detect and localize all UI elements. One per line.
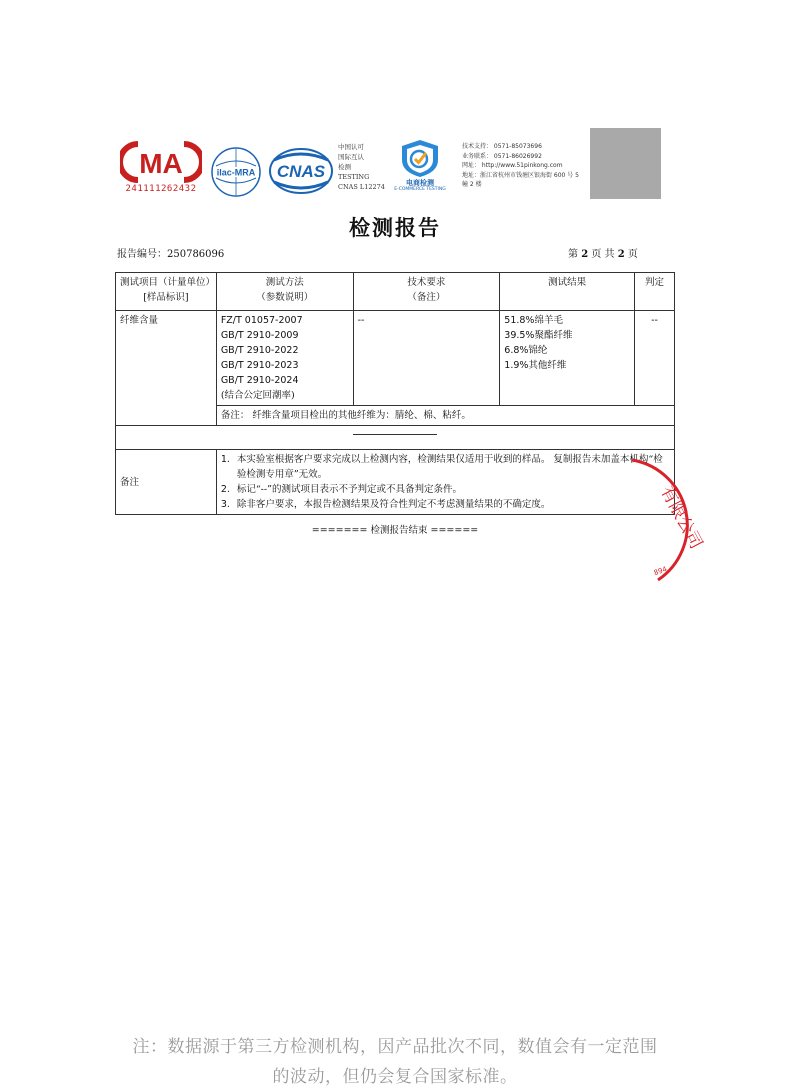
cell-judgement: -- <box>635 311 675 406</box>
header-result <box>500 273 635 311</box>
page-current: 2 <box>581 249 589 260</box>
qr-code-placeholder <box>590 128 661 199</box>
report-end-marker: ======= 检测报告结束 ====== <box>311 525 479 536</box>
cnas-text: CNAS <box>276 162 326 181</box>
method-line: GB/T 2910-2022 <box>220 345 299 356</box>
page-prefix: 第 <box>568 249 578 260</box>
seal-code: 894 <box>652 565 669 578</box>
cnas-line: 国际互认 <box>338 153 364 161</box>
cell-item: 纤维含量 <box>116 311 217 426</box>
contact-line: 技术支持： 0571-85073696 <box>462 143 542 150</box>
page-indicator <box>568 245 638 260</box>
header-req-sub: （备注） <box>407 292 446 303</box>
footer-line: 的波动，但仍会复合国家标准。 <box>272 1067 518 1087</box>
cell-notes-label: 备注 <box>116 450 217 515</box>
cnas-line: 中国认可 <box>338 143 364 151</box>
header-method-sub: （参数说明） <box>256 292 314 303</box>
ecom-cn-label: 电商检测 <box>406 179 434 187</box>
header-judge-label: 判定 <box>645 277 665 288</box>
note-number: 3. <box>220 499 230 510</box>
page-suffix: 页 <box>627 249 638 260</box>
cma-logo <box>120 140 202 198</box>
seal-text: 有限公司 <box>656 483 706 553</box>
result-line: 39.5%聚酯纤维 <box>504 330 573 341</box>
table-header-row <box>116 273 675 311</box>
page-mid: 页 共 <box>591 249 615 260</box>
result-line: 6.8%锦纶 <box>504 345 548 356</box>
note-text: 标记“--”的测试项目表示不予判定或不具备判定条件。 <box>236 484 462 495</box>
report-title: 检测报告 <box>349 215 441 240</box>
header-item-sub: [样品标识] <box>143 292 189 303</box>
method-line: GB/T 2910-2023 <box>220 360 299 371</box>
note-text: 除非客户要求，本报告检测结果及符合性判定不考虑测量结果的不确定度。 <box>236 499 551 510</box>
header-item <box>116 273 217 311</box>
cnas-logo <box>268 146 334 196</box>
ilac-text: ilac-MRA <box>216 167 256 178</box>
header-judgement <box>635 273 675 311</box>
ilac-mra-logo <box>210 146 262 198</box>
header-req-label: 技术要求 <box>407 277 446 288</box>
contact-line: 网址： http://www.51pinkong.com <box>462 162 563 169</box>
table-row <box>116 311 675 406</box>
contact-line: 幢 2 楼 <box>462 181 482 188</box>
ecom-en-label: E-COMMERCE TESTING <box>394 187 446 192</box>
header-item-label: 测试项目（计量单位） <box>120 277 216 288</box>
contact-line: 业务联系： 0571-86026992 <box>462 152 542 160</box>
header-method <box>216 273 353 311</box>
cell-results <box>500 311 635 406</box>
cell-remark: 备注： 纤维含量项目检出的其他纤维为：腈纶、棉、粘纤。 <box>216 406 674 426</box>
result-line: 1.9%其他纤维 <box>504 360 567 371</box>
page-total: 2 <box>617 249 625 260</box>
contact-line: 地址：浙江省杭州市钱塘区银海街 600 号 5 <box>462 171 579 179</box>
footer-line: 注：数据源于第三方检测机构，因产品批次不同，数值会有一定范围 <box>132 1037 658 1057</box>
header-result-label: 测试结果 <box>548 277 587 288</box>
method-line: GB/T 2910-2009 <box>220 330 299 341</box>
cell-requirement: -- <box>353 311 500 406</box>
cnas-accreditation-text <box>338 142 388 192</box>
method-line: FZ/T 01057-2007 <box>220 315 303 326</box>
cnas-line: CNAS L12274 <box>338 183 385 191</box>
header-method-label: 测试方法 <box>265 277 304 288</box>
result-line: 51.8%绵羊毛 <box>504 315 563 326</box>
company-seal <box>560 440 720 590</box>
ecommerce-testing-logo <box>384 138 456 196</box>
cnas-line: TESTING <box>338 173 370 181</box>
note-number: 2. <box>220 484 230 495</box>
divider-line <box>353 434 437 435</box>
cnas-line: 检测 <box>338 163 351 171</box>
contact-info <box>462 142 588 190</box>
note-number: 1. <box>220 454 230 465</box>
report-number: 报告编号：250786096 <box>117 249 225 260</box>
cma-number: 241111262432 <box>125 184 197 194</box>
cma-text: MA <box>139 148 183 179</box>
header-requirement <box>353 273 500 311</box>
method-line: (结合公定回潮率) <box>220 390 295 401</box>
method-line: GB/T 2910-2024 <box>220 375 299 386</box>
cell-methods <box>216 311 353 406</box>
footer-note <box>100 1032 690 1092</box>
note-text: 本实验室根据客户要求完成以上检测内容，检测结果仅适用于收到的样品。 复制报告未加盖本机构“检验检测专用章”无效。 <box>236 454 663 480</box>
